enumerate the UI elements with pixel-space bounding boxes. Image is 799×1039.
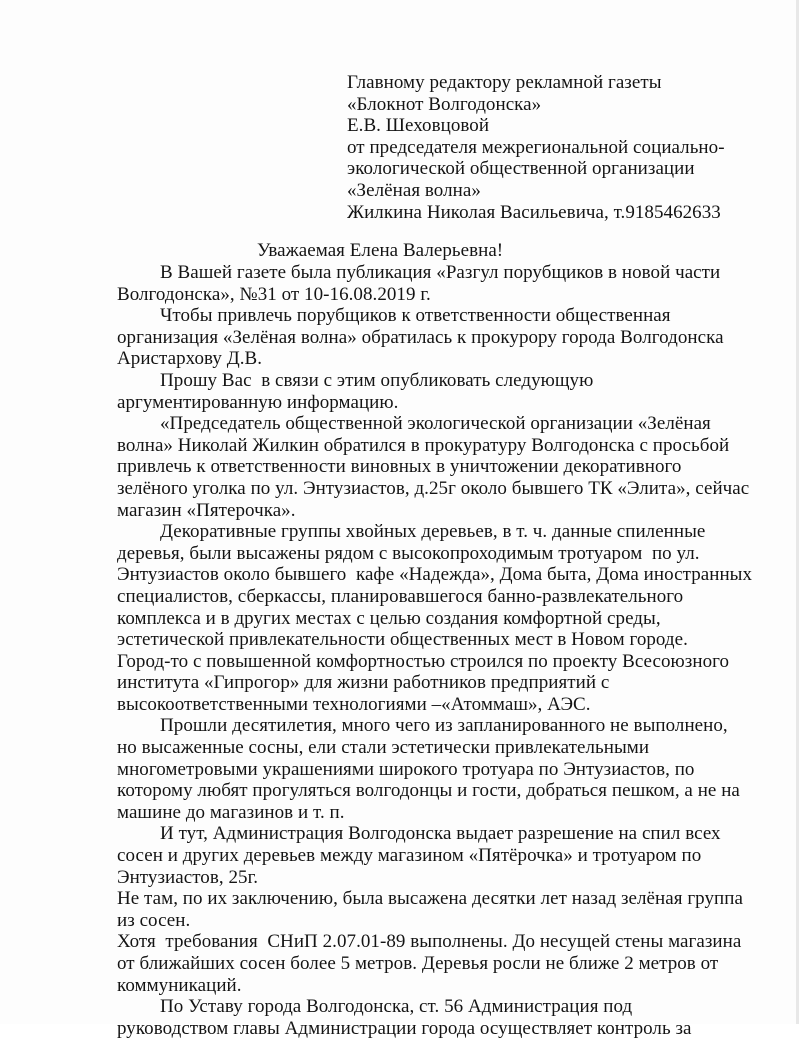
- paragraph: Хотя требования СНиП 2.07.01-89 выполнены. До несущей стены магазина от ближайших сосен более 5 метров. Деревья росли не ближе 2 метров от коммуникаций.: [117, 931, 742, 996]
- sender-line: экологической общественной организации: [347, 158, 695, 180]
- letter-body: [117, 262, 789, 1039]
- paragraph: Чтобы привлечь порубщиков к ответственности общественная организация «Зелёная волна» обратилась к прокурору города Волгодонска Аристархову Д.В.: [117, 305, 724, 370]
- salutation: Уважаемая Елена Валерьевна!: [257, 240, 504, 261]
- paragraph: По Уставу города Волгодонска, ст. 56 Администрация под руководством главы Администрации города осуществляет контроль за: [117, 996, 692, 1039]
- paragraph: «Председатель общественной экологической организации «Зелёная волна» Николай Жилкин обратился в прокуратуру Волгодонска с просьбой привлечь к ответственности виновных в уничтожении декоративного зелёного уголка по ул. Энтузиастов, д.25г около бывшего ТК «Элита», сейчас магазин «Пятерочка».: [117, 413, 750, 521]
- addressee-block: [347, 72, 787, 223]
- addressee-line: Е.В. Шеховцовой: [347, 115, 490, 137]
- paragraph: Декоративные группы хвойных деревьев, в т. ч. данные спиленные деревья, были высажены рядом с высокопроходимым тротуаром по ул. Энтузиастов около бывшего кафе «Надежда», Дома быта, Дома иностранных специалистов, сберкассы, планировавшегося банно-развлекательного комплекса и в других местах с целью создания комфортной среды, эстетической привлекательности общественных мест в Новом городе. Город-то с повышенной комфортностью строился по проекту Всесоюзного института «Гипрогор» для жизни работников предприятий с высокоответственными технологиями –«Атоммаш», АЭС.: [117, 521, 753, 715]
- sender-line: «Зелёная волна»: [347, 179, 481, 201]
- addressee-line: «Блокнот Волгодонска»: [347, 93, 542, 115]
- addressee-line: Главному редактору рекламной газеты: [347, 72, 662, 93]
- sender-line: Жилкина Николая Васильевича, т.9185462633: [347, 201, 721, 223]
- paragraph: Прошу Вас в связи с этим опубликовать следующую аргументированную информацию.: [117, 369, 594, 413]
- paragraph: В Вашей газете была публикация «Разгул порубщиков в новой части Волгодонска», №31 от 10-16.08.2019 г.: [117, 262, 721, 305]
- sender-line: от председателя межрегиональной социально-: [347, 136, 725, 158]
- paragraph: Прошли десятилетия, много чего из запланированного не выполнено, но высаженные сосны, ели стали эстетически привлекательными многометровыми украшениями широкого тротуара по Энтузиастов, по которому любят прогуляться волгодонцы и гости, добраться пешком, а не на машине до магазинов и т. п.: [117, 715, 740, 823]
- paragraph: Не там, по их заключению, была высажена десятки лет назад зелёная группа из сосен.: [117, 888, 743, 931]
- paragraph: И тут, Администрация Волгодонска выдает разрешение на спил всех сосен и других деревьев между магазином «Пятёрочка» и тротуаром по Энтузиастов, 25г.: [117, 823, 721, 888]
